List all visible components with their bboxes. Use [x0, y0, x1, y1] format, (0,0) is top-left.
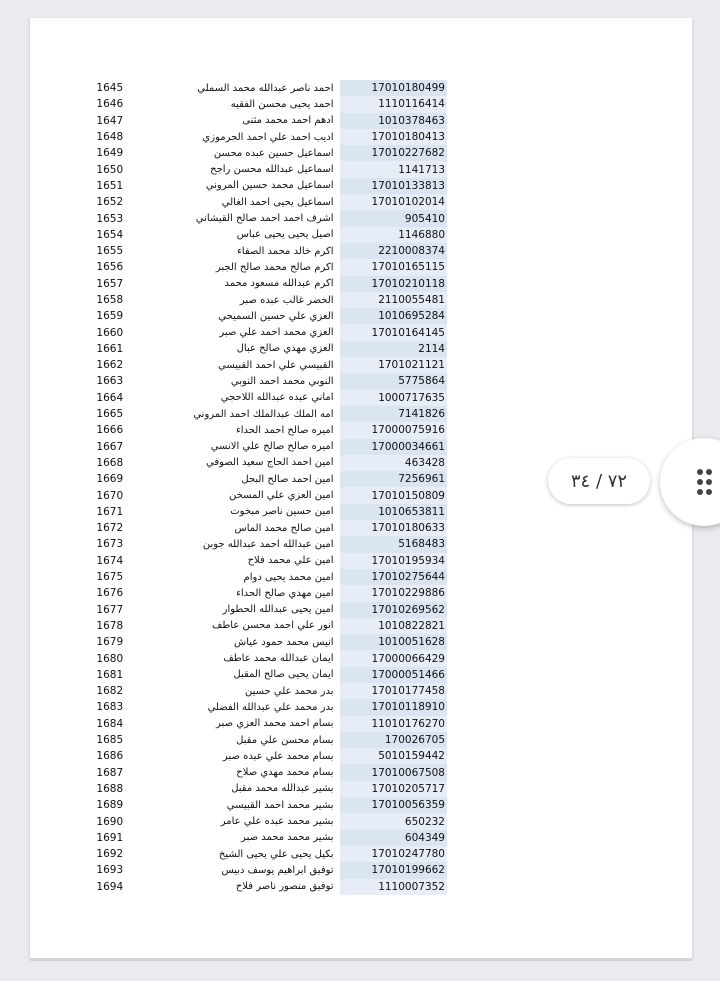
table-row [85, 634, 447, 650]
row-name: بسام احمد محمد العزي صبر [216, 718, 334, 730]
table-row [85, 324, 447, 340]
table-row [85, 341, 447, 357]
row-name: اكرم خالد محمد الصفاء [237, 245, 334, 257]
row-name: اسماعيل يحيى احمد الغالي [221, 196, 334, 208]
row-index: 1681 [96, 668, 124, 681]
row-index: 1683 [96, 701, 124, 714]
table-row [85, 210, 447, 226]
row-index: 1664 [96, 391, 124, 404]
table-row [85, 194, 447, 210]
row-name: بسام محمد مهدي صلاح [236, 767, 334, 779]
row-index: 1694 [96, 880, 124, 893]
row-index: 1656 [96, 261, 124, 274]
row-number: 17010056359 [340, 797, 447, 813]
row-number: 17010180499 [340, 80, 447, 96]
row-name: بسام محمد علي عبده صبر [222, 750, 334, 762]
row-name: امين يحيى عبدالله الحطوار [222, 604, 334, 616]
row-number: 5010159442 [340, 748, 447, 764]
row-number: 17010118910 [340, 699, 447, 715]
row-name: اسماعيل حسين عبده محسن [213, 147, 334, 159]
row-index: 1660 [96, 326, 124, 339]
row-index: 1692 [96, 848, 124, 861]
row-index: 1657 [96, 277, 124, 290]
row-name: بشير محمد عبده علي عامر [220, 816, 334, 827]
row-name: اسماعيل عبدالله محسن راجح [210, 164, 334, 176]
row-name: امه الملك عبدالملك احمد المروني [193, 408, 334, 420]
row-number: 17010269562 [340, 602, 447, 618]
row-number: 1010051628 [340, 634, 447, 650]
table-row [85, 716, 447, 732]
row-name: امين عبدالله احمد عبدالله جوبن [202, 538, 334, 550]
table-row [85, 732, 447, 748]
table-row [85, 602, 447, 618]
row-number: 2210008374 [340, 243, 447, 259]
row-name: اكرم عبدالله مسعود محمد [224, 278, 334, 290]
row-number: 17010150809 [340, 487, 447, 503]
row-name: اسماعيل محمد حسين المروني [205, 180, 334, 192]
row-number: 1000717635 [340, 390, 447, 406]
row-number: 2114 [340, 341, 447, 357]
row-index: 1679 [96, 636, 124, 649]
row-index: 1680 [96, 652, 124, 665]
table-row [85, 259, 447, 275]
row-number: 905410 [340, 210, 447, 226]
row-number: 17000034661 [340, 439, 447, 455]
row-name: ايمان عبدالله محمد عاطف [223, 653, 334, 665]
row-name: اكرم صالح محمد صالح الجبر [215, 261, 334, 273]
row-index: 1686 [96, 750, 124, 763]
row-name: امين محمد يحيى دوام [243, 571, 334, 583]
table-row [85, 879, 447, 895]
table-row [85, 667, 447, 683]
table-row [85, 455, 447, 471]
row-number: 17010275644 [340, 569, 447, 585]
row-name: انور علي احمد محسن عاطف [212, 620, 334, 632]
row-index: 1665 [96, 408, 124, 421]
row-index: 1678 [96, 619, 124, 632]
table-row [85, 373, 447, 389]
row-name: امين حسين ناصر مبخوت [230, 506, 334, 518]
row-number: 1146880 [340, 227, 447, 243]
row-name: القبيسي علي احمد القبيسي [218, 359, 334, 371]
row-name: الخضر غالب عبده صبر [239, 294, 334, 306]
row-index: 1668 [96, 456, 124, 469]
row-name: امين صالح محمد الماس [234, 522, 334, 534]
table-row [85, 699, 447, 715]
table-row [85, 862, 447, 878]
row-name: ايمان يحيى صالح المقبل [233, 669, 334, 681]
row-index: 1669 [96, 473, 124, 486]
row-number: 7141826 [340, 406, 447, 422]
table-row [85, 748, 447, 764]
row-name: امين العزي علي المسخن [229, 490, 334, 502]
row-name: النوبي محمد احمد النوبي [230, 375, 334, 387]
row-index: 1646 [96, 98, 124, 111]
table-row [85, 129, 447, 145]
row-index: 1647 [96, 114, 124, 127]
row-index: 1675 [96, 571, 124, 584]
row-index: 1662 [96, 359, 124, 372]
dots-grid-icon [660, 438, 720, 526]
row-name: اديب احمد علي احمد الجرموزي [202, 131, 334, 143]
row-index: 1671 [96, 505, 124, 518]
row-number: 17010102014 [340, 194, 447, 210]
row-name: امين علي محمد فلاح [247, 555, 334, 567]
row-index: 1682 [96, 685, 124, 698]
row-index: 1672 [96, 522, 124, 535]
row-number: 17010165115 [340, 259, 447, 275]
table-row [85, 243, 447, 259]
row-number: 17010195934 [340, 553, 447, 569]
table-row [85, 504, 447, 520]
row-number: 650232 [340, 813, 447, 829]
row-index: 1674 [96, 554, 124, 567]
row-index: 1652 [96, 196, 124, 209]
row-name: احمد يحيى محسن الفقيه [230, 98, 334, 110]
row-index: 1651 [96, 179, 124, 192]
row-index: 1655 [96, 245, 124, 258]
table-row [85, 846, 447, 862]
table-row [85, 813, 447, 829]
row-name: امين احمد صالح البجل [241, 473, 334, 485]
table-row [85, 520, 447, 536]
row-number: 17010227682 [340, 145, 447, 161]
row-number: 17010177458 [340, 683, 447, 699]
row-number: 463428 [340, 455, 447, 471]
row-index: 1658 [96, 294, 124, 306]
row-number: 17010205717 [340, 781, 447, 797]
table-row [85, 80, 447, 96]
row-number: 17010164145 [340, 324, 447, 340]
row-number: 17010199662 [340, 862, 447, 878]
row-number: 17010210118 [340, 276, 447, 292]
row-index: 1653 [96, 212, 124, 225]
row-number: 17010180633 [340, 520, 447, 536]
row-index: 1650 [96, 163, 124, 176]
row-name: اميره صالح صالح علي الانسي [210, 441, 334, 453]
table-row [85, 178, 447, 194]
row-number: 17010067508 [340, 764, 447, 780]
row-name: توفيق ابراهيم يوسف دبيس [221, 864, 334, 876]
row-index: 1691 [96, 831, 124, 844]
row-index: 1645 [96, 82, 124, 95]
row-index: 1663 [96, 375, 124, 388]
row-index: 1661 [96, 342, 124, 355]
row-index: 1685 [96, 734, 124, 747]
row-name: امين مهدي صالح الحداء [236, 587, 334, 599]
table-row [85, 439, 447, 455]
row-number: 1110007352 [340, 879, 447, 895]
row-name: بشير عبدالله محمد مقبل [231, 783, 334, 795]
row-name: توفيق منصور ناصر فلاح [235, 881, 334, 893]
table-row [85, 487, 447, 503]
table-row [85, 96, 447, 112]
table-row [85, 308, 447, 324]
row-number: 17000075916 [340, 422, 447, 438]
table-row [85, 781, 447, 797]
row-number: 17010229886 [340, 585, 447, 601]
row-name: العزي علي حسين السميحي [218, 310, 334, 322]
row-index: 1690 [96, 815, 124, 828]
row-number: 1010695284 [340, 308, 447, 324]
row-index: 1677 [96, 603, 124, 616]
row-name: اماني عبده عبدالله اللاحجي [220, 392, 334, 404]
row-number: 1010822821 [340, 618, 447, 634]
table-row [85, 406, 447, 422]
table-row [85, 797, 447, 813]
row-name: بسام محسن علي مقبل [236, 734, 334, 746]
row-index: 1689 [96, 799, 124, 812]
row-index: 1693 [96, 864, 124, 877]
row-name: انيس محمد حمود عياش [234, 636, 334, 648]
menu-button[interactable] [660, 438, 720, 526]
table-row [85, 422, 447, 438]
table-row [85, 764, 447, 780]
page-indicator-label: ٧٢ / ٣٤ [570, 470, 628, 492]
row-name: العزي محمد احمد علي صبر [219, 327, 334, 339]
row-name: اشرف احمد احمد صالح القيشاني [195, 213, 334, 225]
row-number: 1110116414 [340, 96, 447, 112]
row-index: 1684 [96, 717, 124, 730]
row-index: 1673 [96, 538, 124, 551]
table-row [85, 357, 447, 373]
row-index: 1676 [96, 587, 124, 600]
table-row [85, 650, 447, 666]
row-number: 17010133813 [340, 178, 447, 194]
table-row [85, 585, 447, 601]
table-row [85, 471, 447, 487]
table-row [85, 292, 447, 308]
row-index: 1659 [96, 310, 124, 323]
row-number: 17010247780 [340, 846, 447, 862]
row-number: 1701021121 [340, 357, 447, 373]
row-number: 17010180413 [340, 129, 447, 145]
row-index: 1648 [96, 131, 124, 144]
table-row [85, 830, 447, 846]
table-row [85, 145, 447, 161]
row-index: 1687 [96, 766, 124, 779]
row-name: اصيل يحيى يحيى عباس [236, 229, 334, 241]
row-name: امين احمد الحاج سعيد الصوفي [206, 457, 334, 469]
row-number: 7256961 [340, 471, 447, 487]
row-number: 11010176270 [340, 716, 447, 732]
table-row [85, 390, 447, 406]
row-name: بدر محمد علي حسين [244, 685, 334, 697]
table-row [85, 553, 447, 569]
row-index: 1670 [96, 489, 124, 502]
table-row [85, 227, 447, 243]
table-row [85, 536, 447, 552]
row-name: ادهم احمد محمد مثنى [242, 115, 334, 127]
row-name: بكيل يحيى علي يحيى الشيخ [218, 848, 334, 860]
row-index: 1649 [96, 147, 124, 160]
row-number: 17000066429 [340, 650, 447, 666]
table-row [85, 618, 447, 634]
row-number: 604349 [340, 830, 447, 846]
row-name: احمد ناصر عبدالله محمد السملي [197, 82, 334, 94]
row-number: 1010653811 [340, 504, 447, 520]
row-name: بدر محمد علي عبدالله الفضلي [207, 701, 334, 713]
table-row [85, 683, 447, 699]
records-table [85, 80, 447, 895]
page-indicator[interactable] [548, 458, 650, 504]
row-name: بشير محمد احمد القبيسي [226, 799, 334, 811]
table-row [85, 113, 447, 129]
row-name: العزي مهدي صالح عبال [236, 343, 334, 355]
row-number: 170026705 [340, 732, 447, 748]
row-number: 17000051466 [340, 667, 447, 683]
row-number: 1141713 [340, 161, 447, 177]
page-bottom-edge [30, 958, 692, 961]
row-number: 1010378463 [340, 113, 447, 129]
row-number: 5168483 [340, 536, 447, 552]
row-index: 1667 [96, 440, 124, 453]
row-index: 1688 [96, 782, 124, 795]
row-index: 1666 [96, 424, 124, 437]
row-name: اميره صالح احمد الحداء [236, 424, 334, 436]
records-table-body [85, 80, 447, 895]
table-row [85, 161, 447, 177]
table-row [85, 276, 447, 292]
row-number: 2110055481 [340, 292, 447, 308]
row-index: 1654 [96, 228, 124, 241]
table-row [85, 569, 447, 585]
row-number: 5775864 [340, 373, 447, 389]
row-name: بشير محمد محمد صبر [241, 832, 334, 844]
